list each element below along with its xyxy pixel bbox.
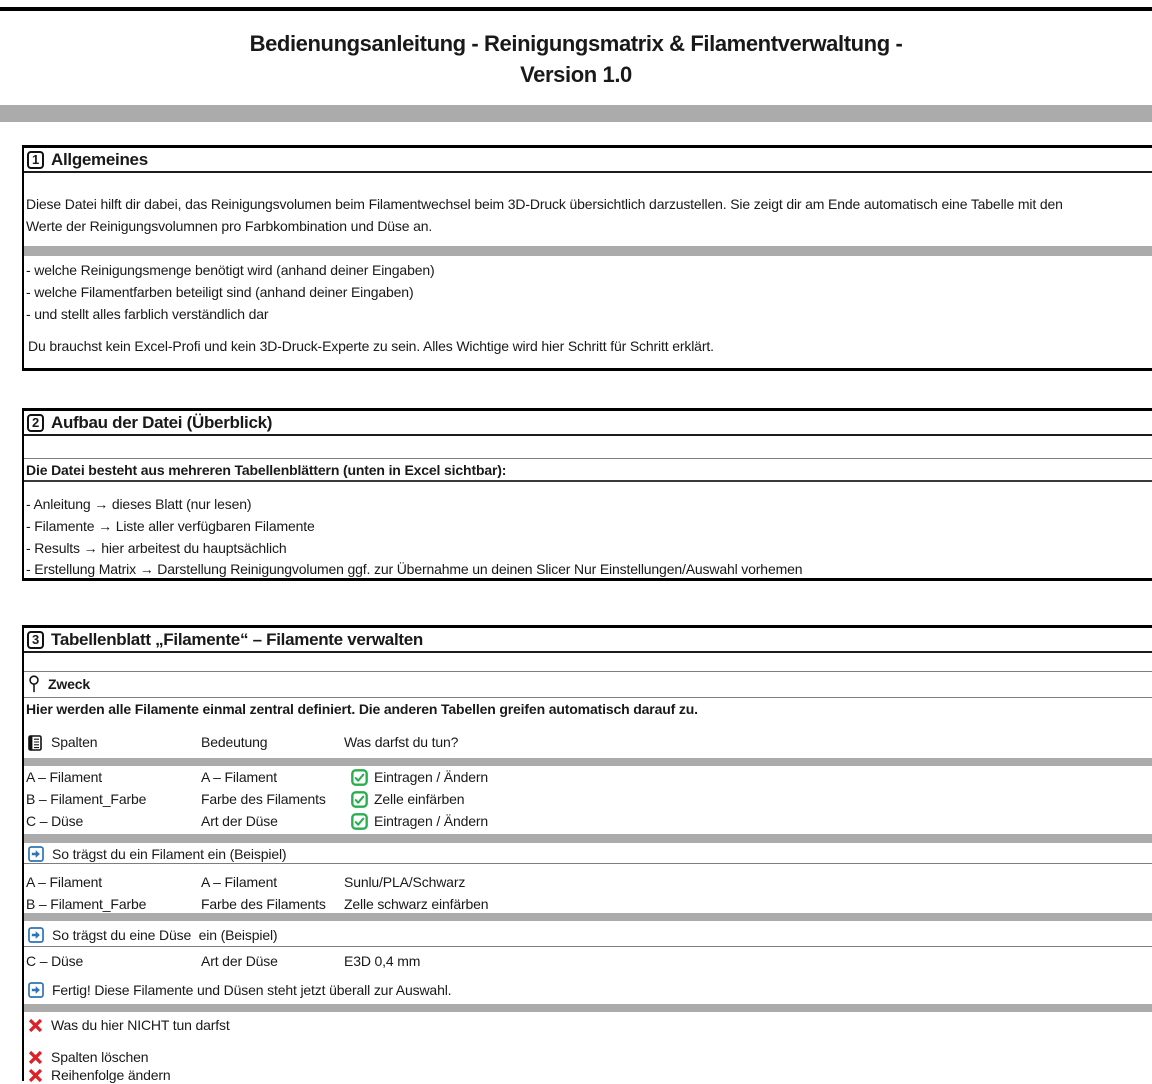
rule	[24, 863, 1152, 864]
column-row: A – Filament A – Filament Eintragen / Ändern	[26, 769, 489, 785]
section-2-heading: Aufbau der Datei (Überblick)	[51, 412, 273, 432]
forbidden-item-row: Reihenfolge ändern	[24, 1066, 1152, 1084]
purpose-label: Zweck	[48, 675, 91, 692]
section-1-heading: Allgemeines	[51, 149, 148, 169]
section-filamente	[22, 625, 1152, 1081]
bullet-line: - welche Reinigungsmenge benötigt wird (anhand deiner Eingaben)	[26, 262, 435, 278]
section-1-header	[24, 148, 1152, 173]
section-3-heading: Tabellenblatt „Filamente“ – Filamente verwalten	[51, 629, 423, 649]
title-divider-bar	[0, 105, 1152, 122]
sheet-item: - Erstellung Matrix → Darstellung Reinigungvolumen ggf. zur Übernahme un deinen Slicer Nur Einstellungen/Auswahl vorhemen	[26, 561, 803, 577]
bullet-line: - welche Filamentfarben beteiligt sind (anhand deiner Eingaben)	[26, 284, 414, 300]
sheets-subheading: Die Datei besteht aus mehreren Tabellenblättern (unten in Excel sichtbar):	[26, 462, 507, 478]
checkbox-checked-icon	[351, 813, 368, 830]
page-title-line-1: Bedienungsanleitung - Reinigungsmatrix & Filamentverwaltung -	[249, 31, 903, 56]
section-aufbau	[22, 408, 1152, 581]
column-row: C – Düse Art der Düse Eintragen / Ändern	[26, 813, 489, 829]
section-3-header	[24, 628, 1152, 653]
rule	[24, 946, 1152, 947]
columns-header-col2: Bedeutung	[201, 734, 268, 750]
boxed-arrow-icon	[28, 927, 44, 943]
red-cross-icon	[28, 1018, 43, 1033]
sheet-item: - Results → hier arbeitest du hauptsächlich	[26, 540, 287, 556]
boxed-arrow-icon	[28, 846, 44, 862]
columns-header-col3: Was darfst du tun?	[344, 734, 459, 750]
intro-line: Werte der Reinigungsvolumnen pro Farbkombination und Düse an.	[26, 218, 433, 234]
rule	[24, 458, 1152, 459]
section-2-header	[24, 411, 1152, 436]
forbidden-title-row: Was du hier NICHT tun darfst	[24, 1016, 1152, 1034]
example-row: A – Filament A – Filament Sunlu/PLA/Schwarz	[26, 874, 466, 890]
red-cross-icon	[28, 1050, 43, 1065]
columns-header-row	[24, 734, 1152, 754]
keycap-1-icon: 1	[27, 151, 44, 169]
section-allgemeines	[22, 145, 1152, 371]
columns-header-col1: Spalten	[51, 734, 98, 750]
boxed-arrow-icon	[28, 982, 44, 998]
rule	[24, 697, 1152, 698]
top-rule	[0, 7, 1152, 11]
keycap-3-icon: 3	[27, 631, 44, 649]
page-title	[0, 28, 1152, 90]
divider-bar	[24, 1004, 1152, 1012]
example-row: C – Düse Art der Düse E3D 0,4 mm	[26, 953, 421, 969]
ledger-icon	[28, 735, 42, 751]
sheet-item: - Filamente → Liste aller verfügbaren Filamente	[26, 518, 315, 534]
sheet-item: - Anleitung → dieses Blatt (nur lesen)	[26, 496, 252, 512]
divider-bar	[24, 246, 1152, 256]
action-label: Zelle einfärben	[374, 791, 465, 807]
checkbox-checked-icon	[351, 769, 368, 786]
example-filament-title: So trägst du ein Filament ein (Beispiel)	[24, 845, 1152, 863]
red-cross-icon	[28, 1068, 43, 1083]
example-row: B – Filament_Farbe Farbe des Filaments Zelle schwarz einfärben	[26, 896, 489, 912]
action-label: Eintragen / Ändern	[374, 769, 489, 785]
page-title-line-2: Version 1.0	[520, 62, 632, 87]
purpose-row	[24, 672, 1152, 696]
rule	[24, 480, 1152, 482]
bullet-line: - und stellt alles farblich verständlich dar	[26, 306, 269, 322]
checkbox-checked-icon	[351, 791, 368, 808]
action-label: Eintragen / Ändern	[374, 813, 489, 829]
note-line: Du brauchst kein Excel-Profi und kein 3D-Druck-Experte zu sein. Alles Wichtige wird hier Schritt für Schritt erklärt.	[28, 338, 714, 354]
purpose-text: Hier werden alle Filamente einmal zentral definiert. Die anderen Tabellen greifen automatisch darauf zu.	[26, 701, 698, 717]
pin-icon	[28, 675, 40, 693]
divider-bar	[24, 834, 1152, 843]
column-row: B – Filament_Farbe Farbe des Filaments Zelle einfärben	[26, 791, 465, 807]
forbidden-item-row: Spalten löschen	[24, 1048, 1152, 1066]
intro-line: Diese Datei hilft dir dabei, das Reinigungsvolumen beim Filamentwechsel beim 3D-Druck übersichtlich darzustellen. Sie zeigt dir am Ende automatisch eine Tabelle mit den	[26, 196, 1063, 212]
divider-bar	[24, 758, 1152, 766]
divider-bar	[24, 913, 1152, 921]
done-note-row: Fertig! Diese Filamente und Düsen steht jetzt überall zur Auswahl.	[24, 981, 1152, 999]
example-nozzle-title: So trägst du eine Düse ein (Beispiel)	[24, 926, 1152, 944]
keycap-2-icon: 2	[27, 414, 44, 432]
